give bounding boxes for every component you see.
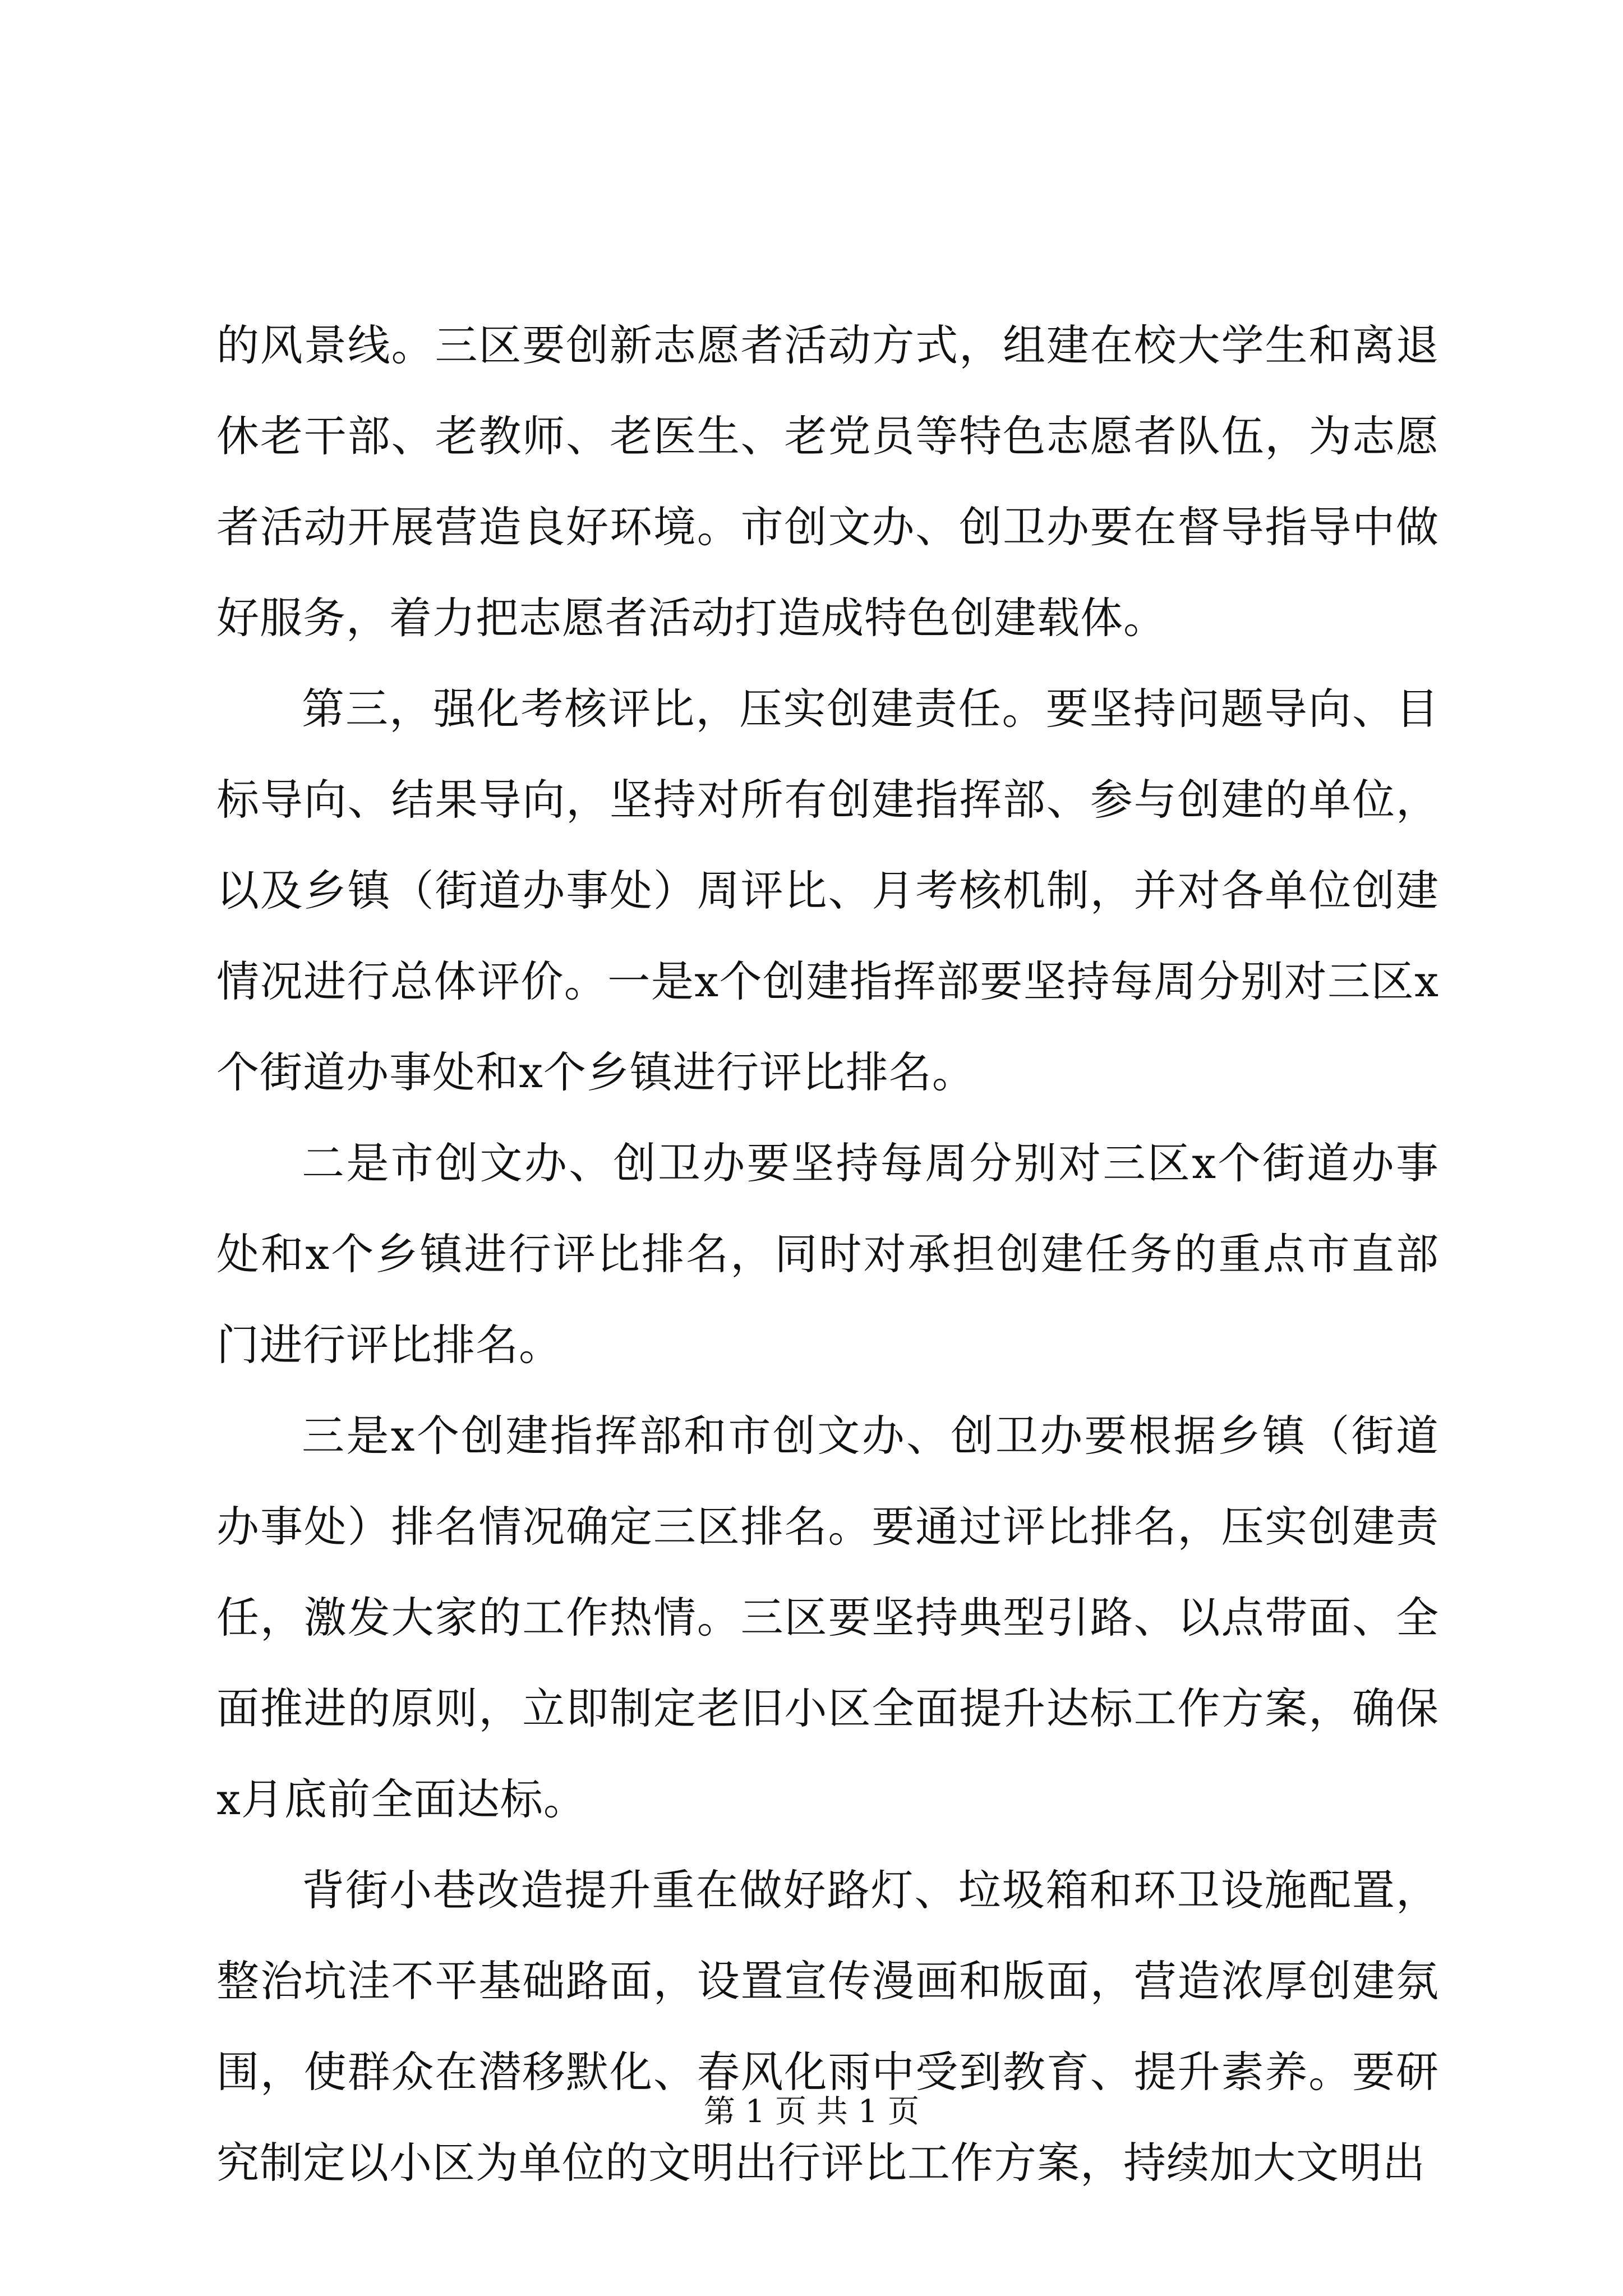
paragraph-third-item: 三是x个创建指挥部和市创文办、创卫办要根据乡镇（街道办事处）排名情况确定三区排名。要通过评比排名，压实创建责任，激发大家的工作热情。三区要坚持典型引路、以点带面、全面推进的原则，立即制定老旧小区全面提升达标工作方案，确保x月底前全面达标。: [216, 1411, 1439, 1824]
paragraph-continued: 的风景线。三区要创新志愿者活动方式，组建在校大学生和离退休老干部、老教师、老医生、老党员等特色志愿者队伍，为志愿者活动开展营造良好环境。市创文办、创卫办要在督导指导中做好服务，着力把志愿者活动打造成特色创建载体。: [216, 320, 1439, 643]
paragraph-alley-renovation: 背街小巷改造提升重在做好路灯、垃圾箱和环卫设施配置，整治坑洼不平基础路面，设置宣传漫画和版面，营造浓厚创建氛围，使群众在潜移默化、春风化雨中受到教育、提升素养。要研究制定以小区为单位的文明出行评比工作方案，持续加大文明出: [216, 1865, 1439, 2188]
page-footer: 第 1 页 共 1 页: [703, 2093, 920, 2130]
paragraph-second-item: 二是市创文办、创卫办要坚持每周分别对三区x个街道办事处和x个乡镇进行评比排名，同时对承担创建任务的重点市直部门进行评比排名。: [216, 1138, 1439, 1370]
paragraph-third-point: 第三，强化考核评比，压实创建责任。要坚持问题导向、目标导向、结果导向，坚持对所有创建指挥部、参与创建的单位，以及乡镇（街道办事处）周评比、月考核机制，并对各单位创建情况进行总体评价。一是x个创建指挥部要坚持每周分别对三区x个街道办事处和x个乡镇进行评比排名。: [216, 684, 1439, 1097]
document-body: [216, 300, 1439, 2208]
